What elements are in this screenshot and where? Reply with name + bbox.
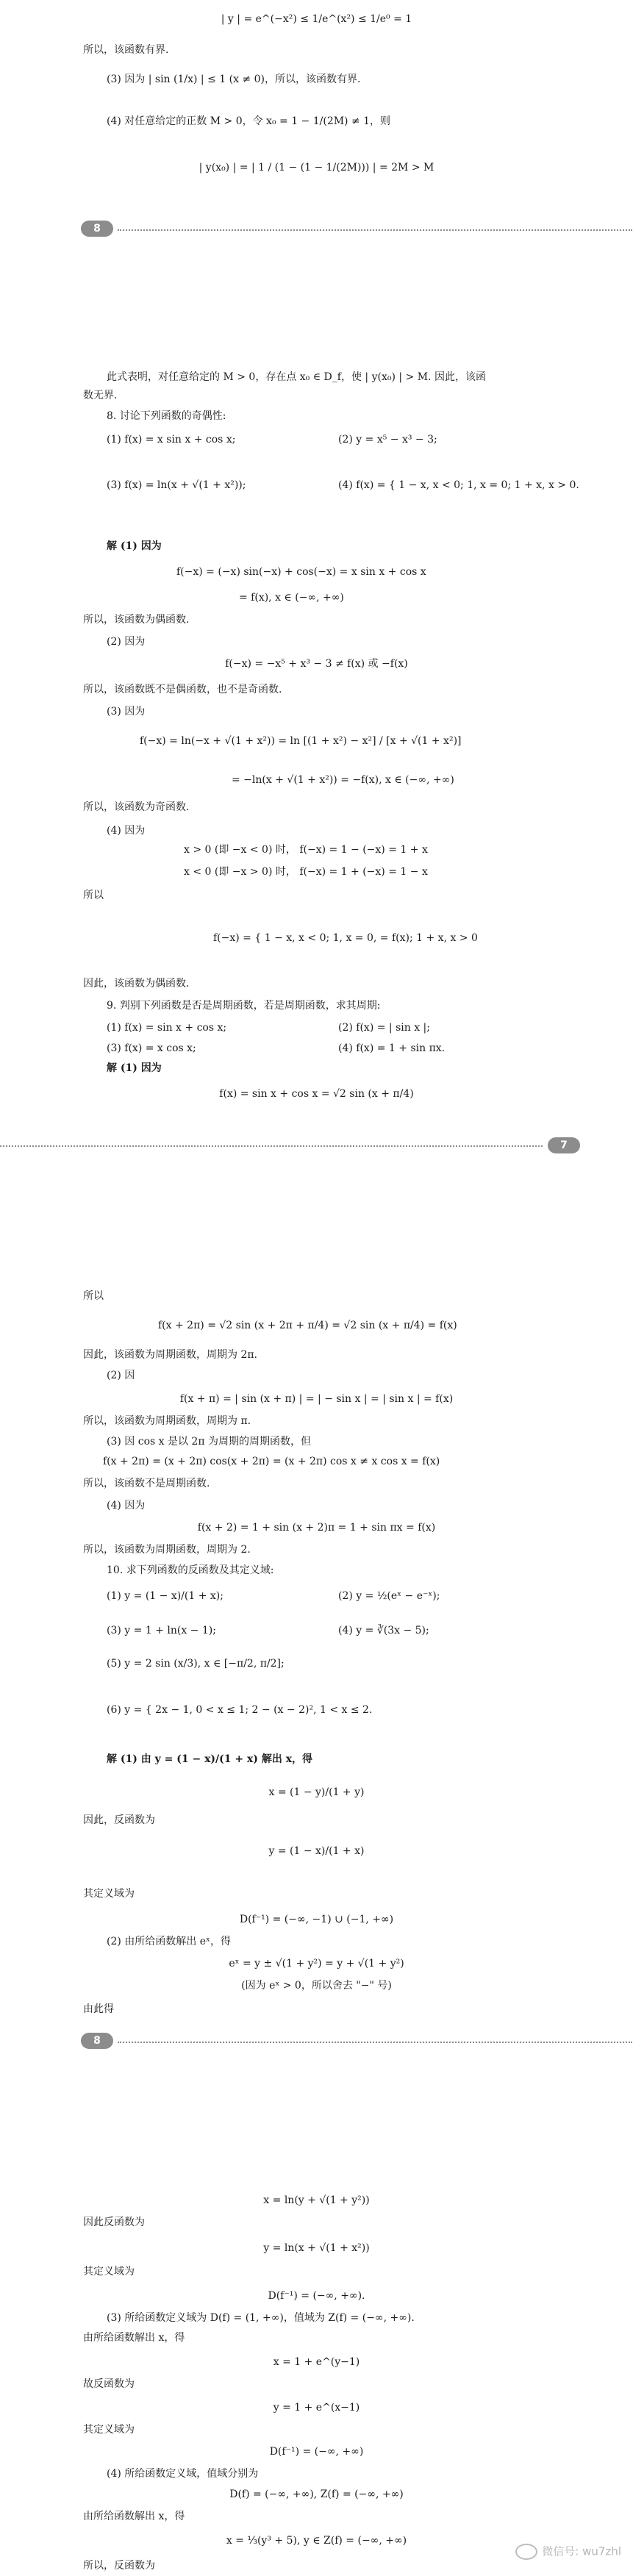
text-line: (4) f(x) = { 1 − x, x < 0; 1, x = 0; 1 + x, x > 0. xyxy=(338,479,579,491)
solution-label: 解 (1) 因为 xyxy=(107,1062,162,1074)
text-line: 所以，该函数为周期函数，周期为 π. xyxy=(83,1415,251,1427)
watermark-text: 微信号: wu7zhl xyxy=(542,2544,621,2558)
equation-line: x = ⅓(y³ + 5), y ∈ Z(f) = (−∞, +∞) xyxy=(226,2535,407,2547)
text-line: 所以，该函数有界. xyxy=(83,44,169,56)
text-line: 因此反函数为 xyxy=(83,2217,145,2228)
text-line: (3) f(x) = x cos x; xyxy=(107,1042,196,1054)
text-line: (因为 eˣ > 0，所以舍去 "−" 号) xyxy=(241,1980,392,1992)
equation-line: f(x + 2) = 1 + sin (x + 2)π = 1 + sin πx = f(x) xyxy=(197,1522,436,1534)
text-line: 由所给函数解出 x，得 xyxy=(83,2332,185,2344)
page-divider xyxy=(118,2042,632,2043)
equation-line: x = ln(y + √(1 + y²)) xyxy=(263,2194,370,2206)
text-line: 所以 xyxy=(83,1290,104,1302)
equation-line: f(−x) = (−x) sin(−x) + cos(−x) = x sin x + cos x xyxy=(176,566,426,578)
text-line: (4) 因为 xyxy=(107,825,146,837)
text-line: 10. 求下列函数的反函数及其定义域: xyxy=(107,1564,274,1576)
text-line: (6) y = { 2x − 1, 0 < x ≤ 1; 2 − (x − 2)², 1 < x ≤ 2. xyxy=(107,1704,373,1716)
equation-line: f(x + π) = | sin (x + π) | = | − sin x | = | sin x | = f(x) xyxy=(179,1393,454,1405)
text-line: (2) 因 xyxy=(107,1370,135,1381)
text-line: 因此，反函数为 xyxy=(83,1814,155,1826)
text-line: (1) f(x) = x sin x + cos x; xyxy=(107,434,236,446)
wechat-icon xyxy=(515,2544,537,2560)
text-line: 因此，该函数为周期函数，周期为 2π. xyxy=(83,1349,258,1361)
equation-line: = −ln(x + √(1 + x²)) = −f(x), x ∈ (−∞, +∞) xyxy=(232,774,454,786)
text-line: (3) 所给函数定义域为 D(f) = (1, +∞)，值域为 Z(f) = (−∞, +∞). xyxy=(107,2312,415,2324)
text-line: 此式表明，对任意给定的 M > 0，存在点 x₀ ∈ D_f，使 | y(x₀) | > M. 因此，该函 xyxy=(107,371,486,383)
text-line: 所以，该函数既不是偶函数，也不是奇函数. xyxy=(83,684,282,695)
equation-line: x = 1 + e^(y−1) xyxy=(273,2356,360,2368)
text-line: (2) f(x) = | sin x |; xyxy=(338,1022,430,1034)
text-line: (4) 对任意给定的正数 M > 0，令 x₀ = 1 − 1/(2M) ≠ 1，则 xyxy=(107,115,391,127)
text-line: 所以，该函数为周期函数，周期为 2. xyxy=(83,1544,251,1556)
text-line: 9. 判别下列函数是否是周期函数，若是周期函数，求其周期: xyxy=(107,1000,381,1012)
equation-line: | y(x₀) | = | 1 / (1 − (1 − 1/(2M))) | = 2M > M xyxy=(199,162,434,173)
equation-line: y = 1 + e^(x−1) xyxy=(273,2402,360,2414)
page-number-badge: 8 xyxy=(81,2033,113,2049)
text-line: 数无界. xyxy=(83,390,118,401)
text-line: 由此得 xyxy=(83,2003,114,2015)
text-line: (3) f(x) = ln(x + √(1 + x²)); xyxy=(107,479,246,491)
equation-line: D(f⁻¹) = (−∞, +∞). xyxy=(268,2290,365,2302)
text-line: (2) 因为 xyxy=(107,636,146,648)
text-line: (4) f(x) = 1 + sin πx. xyxy=(338,1042,446,1054)
text-line: 其定义域为 xyxy=(83,2266,135,2278)
text-line: 所以，该函数不是周期函数. xyxy=(83,1478,210,1489)
text-line: (2) 由所给函数解出 eˣ，得 xyxy=(107,1936,231,1947)
page-number-badge: 8 xyxy=(81,221,113,237)
equation-line: x > 0 (即 −x < 0) 时， f(−x) = 1 − (−x) = 1 + x xyxy=(184,844,428,856)
equation-line: x < 0 (即 −x > 0) 时， f(−x) = 1 + (−x) = 1 − x xyxy=(184,866,428,878)
equation-line: eˣ = y ± √(1 + y²) = y + √(1 + y²) xyxy=(229,1958,404,1969)
solution-label: 解 (1) 由 y = (1 − x)/(1 + x) 解出 x，得 xyxy=(107,1753,313,1765)
equation-line: f(−x) = −x⁵ + x³ − 3 ≠ f(x) 或 −f(x) xyxy=(225,658,408,670)
solution-label: 解 (1) 因为 xyxy=(107,540,162,552)
page-divider xyxy=(118,229,632,231)
text-line: 其定义域为 xyxy=(83,2424,135,2436)
equation-line: y = ln(x + √(1 + x²)) xyxy=(263,2242,370,2254)
text-line: (3) 因为 xyxy=(107,706,146,718)
text-line: 所以，该函数为偶函数. xyxy=(83,614,190,626)
equation-line: y = (1 − x)/(1 + x) xyxy=(268,1845,365,1857)
text-line: (3) 因 cos x 是以 2π 为周期的周期函数，但 xyxy=(107,1436,311,1448)
equation-line: f(−x) = { 1 − x, x < 0; 1, x = 0, = f(x); 1 + x, x > 0 xyxy=(213,932,478,944)
text-line: 所以 xyxy=(83,890,104,901)
page-divider xyxy=(0,1145,543,1147)
text-line: (2) y = x⁵ − x³ − 3; xyxy=(338,434,437,446)
text-line: 所以，反函数为 xyxy=(83,2560,155,2572)
equation-line: D(f⁻¹) = (−∞, +∞) xyxy=(269,2446,364,2458)
text-line: (3) 因为 | sin (1/x) | ≤ 1 (x ≠ 0)，所以，该函数有界. xyxy=(107,74,361,85)
text-line: (1) y = (1 − x)/(1 + x); xyxy=(107,1590,223,1602)
text-line: 因此，该函数为偶函数. xyxy=(83,978,190,990)
text-line: 故反函数为 xyxy=(83,2378,135,2390)
equation-line: f(x + 2π) = √2 sin (x + 2π + π/4) = √2 sin (x + π/4) = f(x) xyxy=(158,1320,457,1331)
wechat-watermark xyxy=(515,2544,621,2560)
text-line: 由所给函数解出 x，得 xyxy=(83,2511,185,2522)
equation-line: D(f⁻¹) = (−∞, −1) ∪ (−1, +∞) xyxy=(239,1914,394,1925)
text-line: 其定义域为 xyxy=(83,1888,135,1900)
equation-line: D(f) = (−∞, +∞), Z(f) = (−∞, +∞) xyxy=(229,2489,404,2500)
text-line: (5) y = 2 sin (x/3), x ∈ [−π/2, π/2]; xyxy=(107,1658,285,1670)
text-line: (4) y = ∛(3x − 5); xyxy=(338,1625,429,1636)
page-number-badge: 7 xyxy=(548,1137,580,1153)
text-line: 所以，该函数为奇函数. xyxy=(83,801,190,813)
equation-line: f(x) = sin x + cos x = √2 sin (x + π/4) xyxy=(219,1088,414,1100)
equation-line: = f(x), x ∈ (−∞, +∞) xyxy=(239,592,344,604)
text-line: (3) y = 1 + ln(x − 1); xyxy=(107,1625,216,1636)
text-line: (4) 所给函数定义域，值域分别为 xyxy=(107,2468,259,2480)
equation-line: f(−x) = ln(−x + √(1 + x²)) = ln [(1 + x²) − x²] / [x + √(1 + x²)] xyxy=(140,735,462,747)
text-line: (4) 因为 xyxy=(107,1500,146,1511)
text-line: (1) f(x) = sin x + cos x; xyxy=(107,1022,227,1034)
equation-line: f(x + 2π) = (x + 2π) cos(x + 2π) = (x + 2π) cos x ≠ x cos x = f(x) xyxy=(103,1456,440,1467)
text-line: 8. 讨论下列函数的奇偶性: xyxy=(107,410,226,422)
equation-line: x = (1 − y)/(1 + y) xyxy=(268,1786,365,1798)
text-line: (2) y = ½(eˣ − e⁻ˣ); xyxy=(338,1590,440,1602)
equation-line: | y | = e^(−x²) ≤ 1/e^(x²) ≤ 1/e⁰ = 1 xyxy=(221,13,412,25)
